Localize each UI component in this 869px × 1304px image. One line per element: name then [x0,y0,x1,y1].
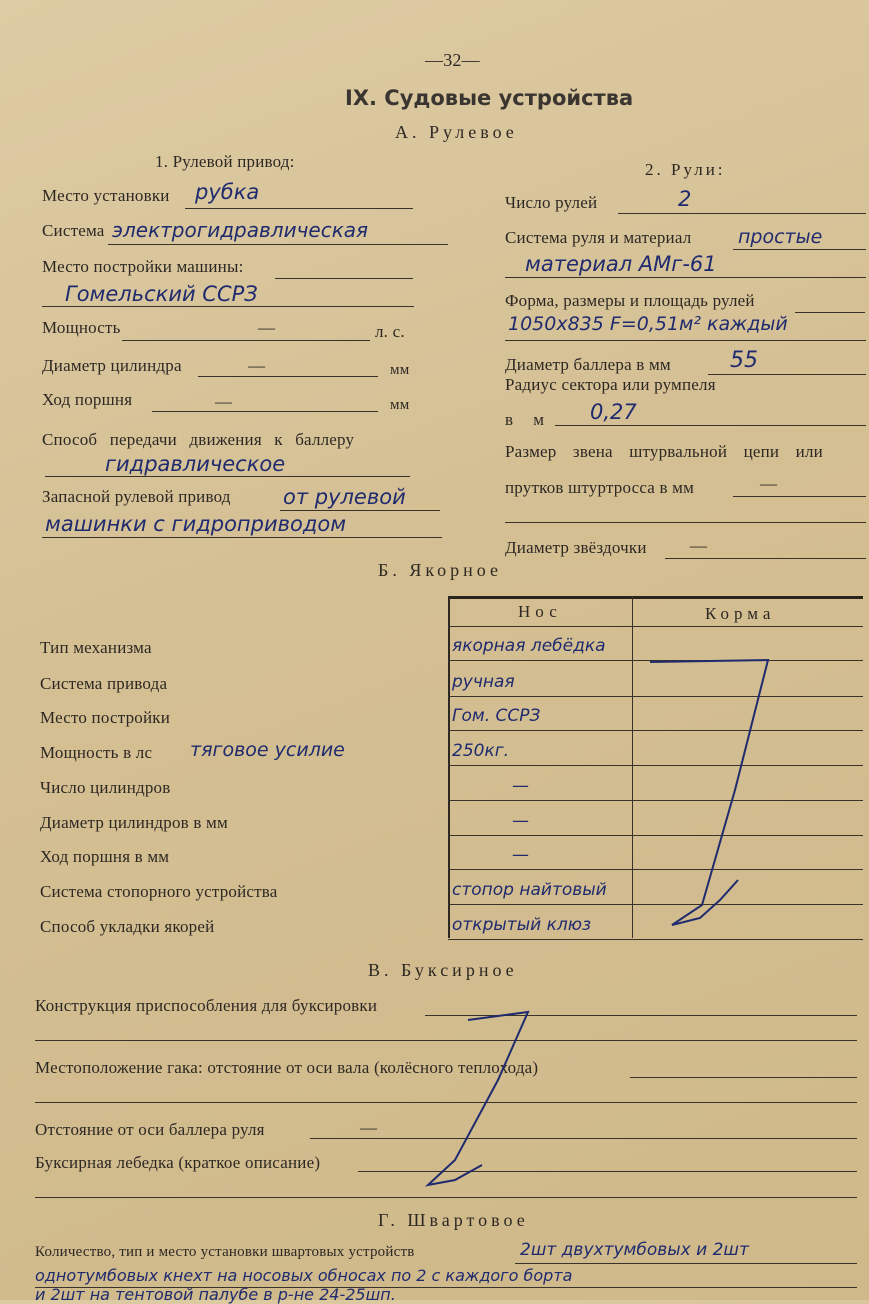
chain-size-value: — [760,474,778,493]
sector-radius-value: 0,27 [590,400,637,424]
anchor-row-bow-value: — [512,845,529,865]
anchor-row-line [448,730,863,731]
anchor-row-label: Ход поршня в мм [40,847,170,866]
system-label: Система [42,221,105,240]
cylinder-diameter-value: — [248,356,266,375]
build-place-label: Место постройки машины: [42,257,244,276]
chain-size-label-1: Размер звена штурвальной цепи или [505,442,823,461]
anchor-row-label: Способ укладки якорей [40,917,215,936]
stroke-unit: мм [390,397,410,413]
chain-size-label-2: прутков штуртросса в мм [505,478,695,497]
anchor-row-bow-value: ручная [452,672,515,692]
sector-radius-unit: в м [505,410,553,429]
mooring-value-1: 2шт двухтумбовых и 2шт [520,1240,749,1260]
rudders-count-label: Число рулей [505,193,598,212]
anchor-row-line [448,696,863,697]
location-label: Место установки [42,186,170,205]
section-b-title: Б. Якорное [378,560,503,580]
power-unit: л. с. [375,322,405,341]
spare-gear-value-1: от рулевой [283,485,406,509]
anchor-row-bow-value: открытый клюз [452,915,592,935]
page-number: —32— [425,50,480,70]
rudders-count-value: 2 [678,187,692,211]
anchor-row-line [448,835,863,836]
anchor-row-bow-value: якорная лебёдка [452,636,606,656]
spare-gear-label: Запасной рулевой привод [42,487,231,506]
towing-winch-label: Буксирная лебедка (краткое описание) [35,1153,321,1172]
anchor-row-line [448,869,863,870]
transfer-label: Способ передачи движения к баллеру [42,430,355,449]
anchor-row-label: Тип механизма [40,638,152,657]
mooring-label: Количество, тип и место установки швартовых устройств [35,1244,415,1260]
section-title: IX. Судовые устройства [345,86,634,110]
stern-column-header: Корма [705,604,776,623]
section-v-title: В. Буксирное [368,960,518,980]
rudder-system-label: Система руля и материал [505,228,692,247]
cylinder-diameter-unit: мм [390,362,410,378]
power-value: — [258,318,276,337]
rudder-system-value-2: материал АМг-61 [525,252,717,276]
transfer-value: гидравлическое [105,452,286,476]
build-place-value: Гомельский ССРЗ [65,282,258,306]
power-label: Мощность [42,318,121,337]
section-g-title: Г. Швартовое [378,1210,529,1230]
anchor-row-label: Диаметр цилиндров в мм [40,813,228,832]
stock-diameter-label: Диаметр баллера в мм [505,355,671,374]
anchor-row-label: Число цилиндров [40,778,171,797]
towing-construction-label: Конструкция приспособления для буксировки [35,996,378,1015]
anchor-row-line [448,660,863,661]
anchor-row-bow-value: 250кг. [452,741,510,761]
system-value: электрогидравлическая [112,218,369,242]
anchor-row-line [448,939,863,940]
section-a-title: А. Рулевое [395,122,518,142]
bow-column-header: Нос [518,602,562,621]
anchor-row-bow-value: — [512,776,529,796]
stock-distance-label: Отстояние от оси баллера руля [35,1120,265,1139]
rudders-heading: 2. Рули: [645,160,726,179]
stock-diameter-value: 55 [730,348,758,373]
stock-distance-value: — [360,1118,378,1137]
anchor-row-line [448,800,863,801]
anchor-row-label: Мощность в лс [40,743,153,762]
anchor-row-bow-value: — [512,811,529,831]
spare-gear-value-2: машинки с гидроприводом [45,512,347,536]
hook-location-label: Местоположение гака: отстояние от оси вала (колёсного теплохода) [35,1058,539,1077]
anchor-row-label: Система привода [40,674,168,693]
location-value: рубка [195,180,260,204]
stroke-label: Ход поршня [42,390,133,409]
sprocket-label: Диаметр звёздочки [505,538,647,557]
mooring-value-3: и 2шт на тентовой палубе в р-не 24-25шп. [35,1285,396,1304]
anchor-row-label: Система стопорного устройства [40,882,278,901]
rudder-system-value-1: простые [738,226,823,248]
sector-radius-label: Радиус сектора или румпеля [505,375,716,394]
sprocket-value: — [690,536,708,555]
anchor-row-bow-value: Гом. ССРЗ [452,706,541,726]
rudder-shape-label: Форма, размеры и площадь рулей [505,291,755,310]
rudder-shape-value: 1050x835 F=0,51м² каждый [508,313,788,335]
stroke-value: — [215,392,233,411]
anchor-row-bow-value: стопор найтовый [452,880,607,900]
anchor-row-note: тяговое усилие [190,739,345,761]
anchor-row-line [448,765,863,766]
mooring-value-2: однотумбовых кнехт на носовых обносах по 2 с каждого борта [35,1266,573,1285]
anchor-row-label: Место постройки [40,708,171,727]
steering-gear-heading: 1. Рулевой привод: [155,152,295,171]
anchor-row-line [448,904,863,905]
cylinder-diameter-label: Диаметр цилиндра [42,356,182,375]
